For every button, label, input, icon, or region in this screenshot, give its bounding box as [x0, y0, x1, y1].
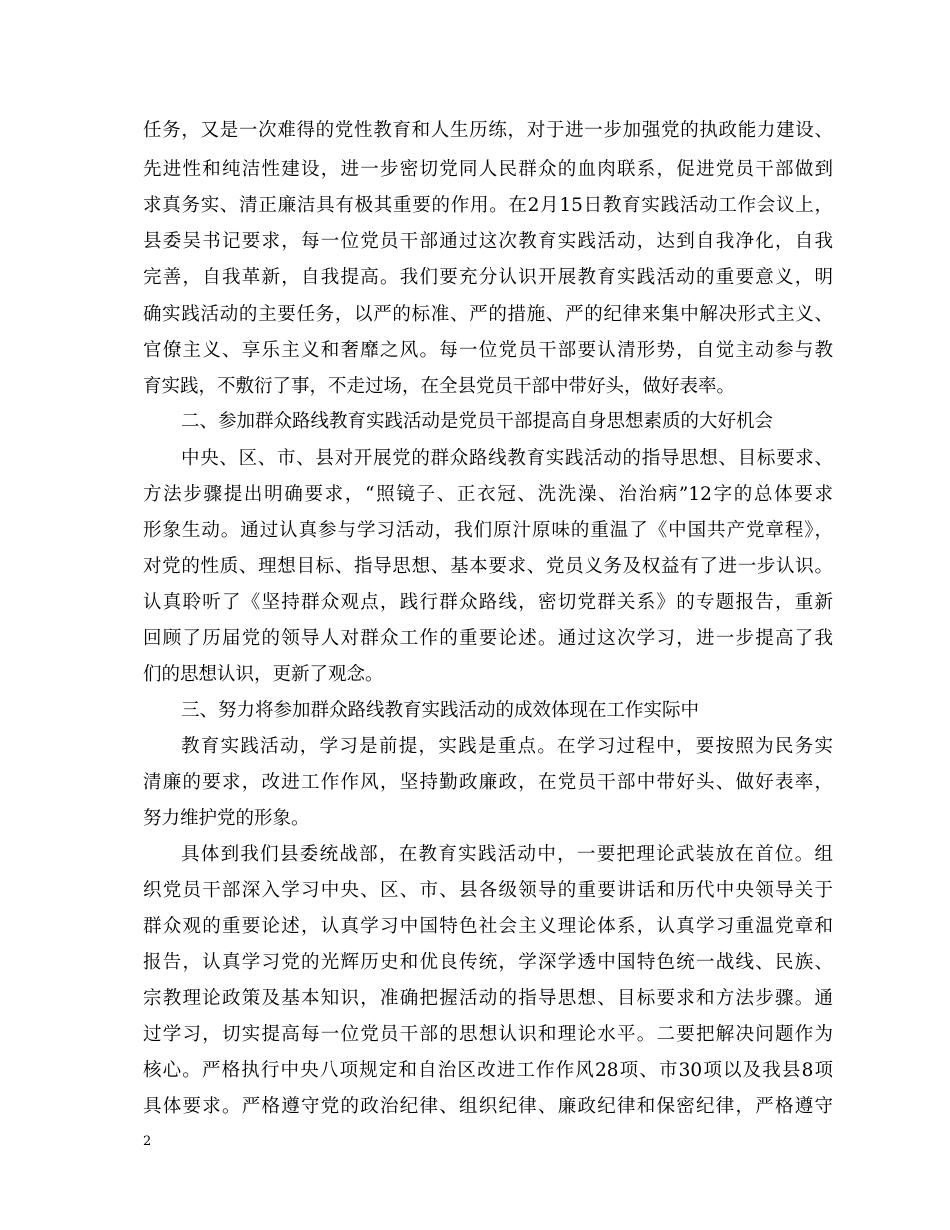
- page-number: 2: [143, 1134, 152, 1149]
- paragraph-line: 任务，又是一次难得的党性教育和人生历练，对于进一步加强党的执政能力建设、: [143, 120, 833, 141]
- paragraph-line: 育实践，不敷衍了事，不走过场，在全县党员干部中带好头，做好表率。: [143, 376, 736, 397]
- paragraph-line: 核心。严格执行中央八项规定和自治区改进工作作风28项、市30项以及我县8项: [143, 1060, 833, 1081]
- paragraph-line: 形象生动。通过认真参与学习活动，我们原汁原味的重温了《中国共产党章程》，: [143, 520, 833, 541]
- paragraph-line: 过学习，切实提高每一位党员干部的思想认识和理论水平。二要把解决问题作为: [143, 1024, 833, 1045]
- paragraph-line: 方法步骤提出明确要求，“照镜子、正衣冠、洗洗澡、治治病”12字的总体要求: [143, 484, 833, 505]
- paragraph-line: 宗教理论政策及基本知识，准确把握活动的指导思想、目标要求和方法步骤。通: [143, 988, 833, 1009]
- paragraph-line: 确实践活动的主要任务，以严的标准、严的措施、严的纪律来集中解决形式主义、: [143, 304, 833, 325]
- paragraph-line: 对党的性质、理想目标、指导思想、基本要求、党员义务及权益有了进一步认识。: [143, 556, 833, 577]
- paragraph-line: 求真务实、清正廉洁具有极其重要的作用。在2月15日教育实践活动工作会议上，: [143, 195, 833, 216]
- paragraph-line: 中央、区、市、县对开展党的群众路线教育实践活动的指导思想、目标要求、: [181, 448, 833, 469]
- paragraph-line: 官僚主义、享乐主义和奢靡之风。每一位党员干部要认清形势，自觉主动参与教: [143, 340, 833, 361]
- paragraph-line: 报告，认真学习党的光辉历史和优良传统，学深学透中国特色统一战线、民族、: [143, 952, 833, 973]
- paragraph-line: 努力维护党的形象。: [143, 808, 310, 829]
- paragraph-line: 清廉的要求，改进工作作风，坚持勤政廉政，在党员干部中带好头、做好表率，: [143, 772, 833, 793]
- section-heading: 二、参加群众路线教育实践活动是党员干部提高自身思想素质的大好机会: [181, 411, 774, 432]
- paragraph-line: 县委吴书记要求，每一位党员干部通过这次教育实践活动，达到自我净化，自我: [143, 231, 833, 252]
- paragraph-line: 认真聆听了《坚持群众观点，践行群众路线，密切党群关系》的专题报告，重新: [143, 592, 833, 613]
- paragraph-line: 完善，自我革新，自我提高。我们要充分认识开展教育实践活动的重要意义，明: [143, 267, 833, 288]
- paragraph-line: 回顾了历届党的领导人对群众工作的重要论述。通过这次学习，进一步提高了我: [143, 628, 833, 649]
- paragraph-line: 群众观的重要论述，认真学习中国特色社会主义理论体系，认真学习重温党章和: [143, 916, 833, 937]
- paragraph-line: 具体要求。严格遵守党的政治纪律、组织纪律、廉政纪律和保密纪律，严格遵守: [143, 1096, 833, 1117]
- paragraph-line: 具体到我们县委统战部，在教育实践活动中，一要把理论武装放在首位。组: [181, 844, 833, 865]
- paragraph-line: 织党员干部深入学习中央、区、市、县各级领导的重要讲话和历代中央领导关于: [143, 880, 833, 901]
- paragraph-line: 们的思想认识，更新了观念。: [143, 664, 384, 685]
- paragraph-line: 先进性和纯洁性建设，进一步密切党同人民群众的血肉联系，促进党员干部做到: [143, 159, 833, 180]
- section-heading: 三、努力将参加群众路线教育实践活动的成效体现在工作实际中: [181, 700, 700, 721]
- paragraph-line: 教育实践活动，学习是前提，实践是重点。在学习过程中，要按照为民务实: [181, 736, 833, 757]
